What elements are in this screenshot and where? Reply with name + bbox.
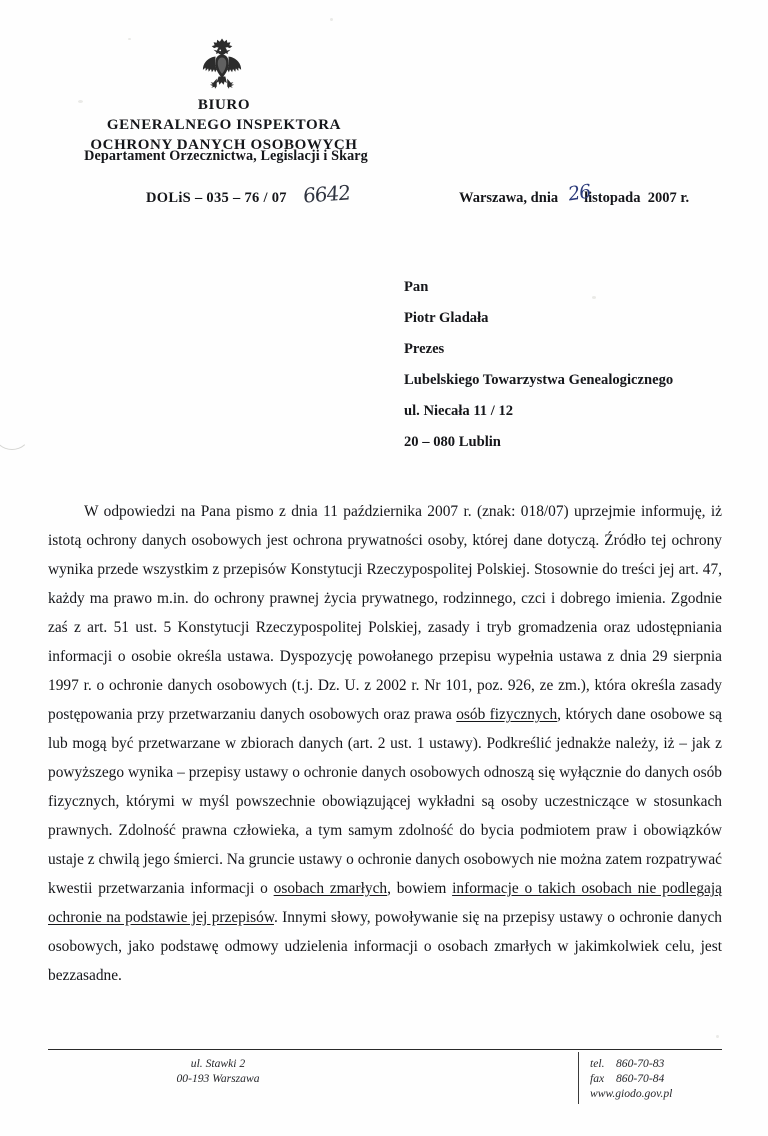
addressee-line: 20 – 080 Lublin bbox=[404, 434, 501, 450]
footer-fax-value: 860-70-84 bbox=[616, 1072, 665, 1085]
footer-address-line-1: ul. Stawki 2 bbox=[190, 1057, 246, 1070]
date-year: 2007 r. bbox=[647, 190, 690, 206]
org-line-2: GENERALNEGO INSPEKTORA bbox=[106, 116, 342, 133]
addressee-line: Lubelskiego Towarzystwa Genealogicznego bbox=[404, 372, 674, 388]
body-run: , których dane osobowe są lub mogą być przetwarzane w zbiorach danych (art. 2 ust. 1 ustawy). Podkreślić jednakże należy, iż – jak z powyższego wynika – przepisy ustawy o ochronie danych osobowych odnoszą się wyłącznie do danych osób fizycznych, którymi w myśl powszechnie obowiązującej wykładni są osoby uczestniczące w stosunkach prawnych. Zdolność prawna człowieka, a tym samym zdolność do bycia podmiotem praw i obowiązków ustaje z chwilą jego śmierci. Na gruncie ustawy o ochronie danych osobowych nie można zatem rozpatrywać kwestii przetwarzania informacji o bbox=[48, 706, 723, 897]
scan-artifact-speck bbox=[716, 1035, 719, 1038]
underlined-phrase: osobach zmarłych bbox=[273, 880, 388, 897]
scan-artifact-arc bbox=[0, 418, 30, 450]
addressee-block bbox=[404, 272, 673, 458]
scan-artifact-speck bbox=[330, 18, 333, 21]
body-run: . Innymi słowy, powoływanie się na przepisy ustawy o ochronie danych osobowych, jako podstawę odmowy udzielenia informacji o osobach zmarłych w jakimkolwiek celu, jest bezzasadne. bbox=[48, 909, 722, 984]
footer-phone-value: 860-70-83 bbox=[616, 1057, 665, 1070]
footer-address-line-2: 00-193 Warszawa bbox=[176, 1072, 260, 1085]
scan-artifact-speck bbox=[128, 38, 131, 40]
underlined-phrase: informacje o takich osobach nie podlegają ochronie na podstawie jej przepisów bbox=[48, 880, 722, 926]
body-run: W odpowiedzi na Pana pismo z dnia 11 października 2007 r. (znak: 018/07) uprzejmie informuję, iż istotą ochrony danych osobowych jest ochrona prywatności osoby, której dane dotyczą. Źródło tej ochrony wynika przede wszystkim z przepisów Konstytucji Rzeczypospolitej Polskiej. Stosownie do treści jej art. 47, każdy ma prawo m.in. do ochrony prawnej życia prywatnego, rodzinnego, czci i dobrego imienia. Zgodnie zaś z art. 51 ust. 5 Konstytucji Rzeczypospolitej Polskiej, zasady i tryb gromadzenia oraz udostępniania informacji o osobie określa ustawa. Dyspozycję powołanego przepisu wypełnia ustawa z dnia 29 sierpnia 1997 r. o ochronie danych osobowych (t.j. Dz. U. z 2002 r. Nr 101, poz. 926, ze zm.), która określa zasady postępowania przy przetwarzaniu danych osobowych oraz prawa bbox=[48, 503, 722, 723]
handwritten-reference-stamp: 6642 bbox=[302, 180, 351, 208]
footer-phone-label: tel. bbox=[590, 1057, 605, 1070]
footer-fax bbox=[590, 1071, 672, 1086]
body-run: , bowiem bbox=[387, 880, 453, 897]
date-month: listopada bbox=[584, 190, 641, 206]
footer-divider-horizontal bbox=[48, 1049, 722, 1050]
date-prefix: Warszawa, dnia bbox=[459, 190, 559, 206]
org-line-3: OCHRONY DANYCH OSOBOWYCH bbox=[90, 136, 358, 153]
body-paragraph bbox=[48, 497, 722, 990]
organisation-header bbox=[56, 96, 392, 155]
footer-divider-vertical bbox=[578, 1052, 579, 1104]
org-line-1: BIURO bbox=[197, 97, 251, 113]
handwritten-day: 26 bbox=[567, 180, 591, 206]
footer-phone bbox=[590, 1056, 672, 1071]
polish-eagle-emblem bbox=[194, 36, 250, 96]
addressee-line: Pan bbox=[404, 279, 429, 295]
addressee-line: Prezes bbox=[404, 341, 445, 357]
department-line: Departament Orzecznictwa, Legislacji i Skarg bbox=[84, 148, 368, 164]
letter-body bbox=[48, 497, 722, 990]
underlined-phrase: osób fizycznych bbox=[456, 706, 558, 723]
footer-website: www.giodo.gov.pl bbox=[590, 1087, 673, 1100]
addressee-line: Piotr Gladała bbox=[404, 310, 489, 326]
reference-number: DOLiS – 035 – 76 / 07 bbox=[146, 190, 287, 206]
footer-address bbox=[108, 1056, 328, 1086]
footer-contact bbox=[590, 1056, 672, 1101]
addressee-line: ul. Niecała 11 / 12 bbox=[404, 403, 514, 419]
footer-fax-label: fax bbox=[590, 1072, 605, 1085]
